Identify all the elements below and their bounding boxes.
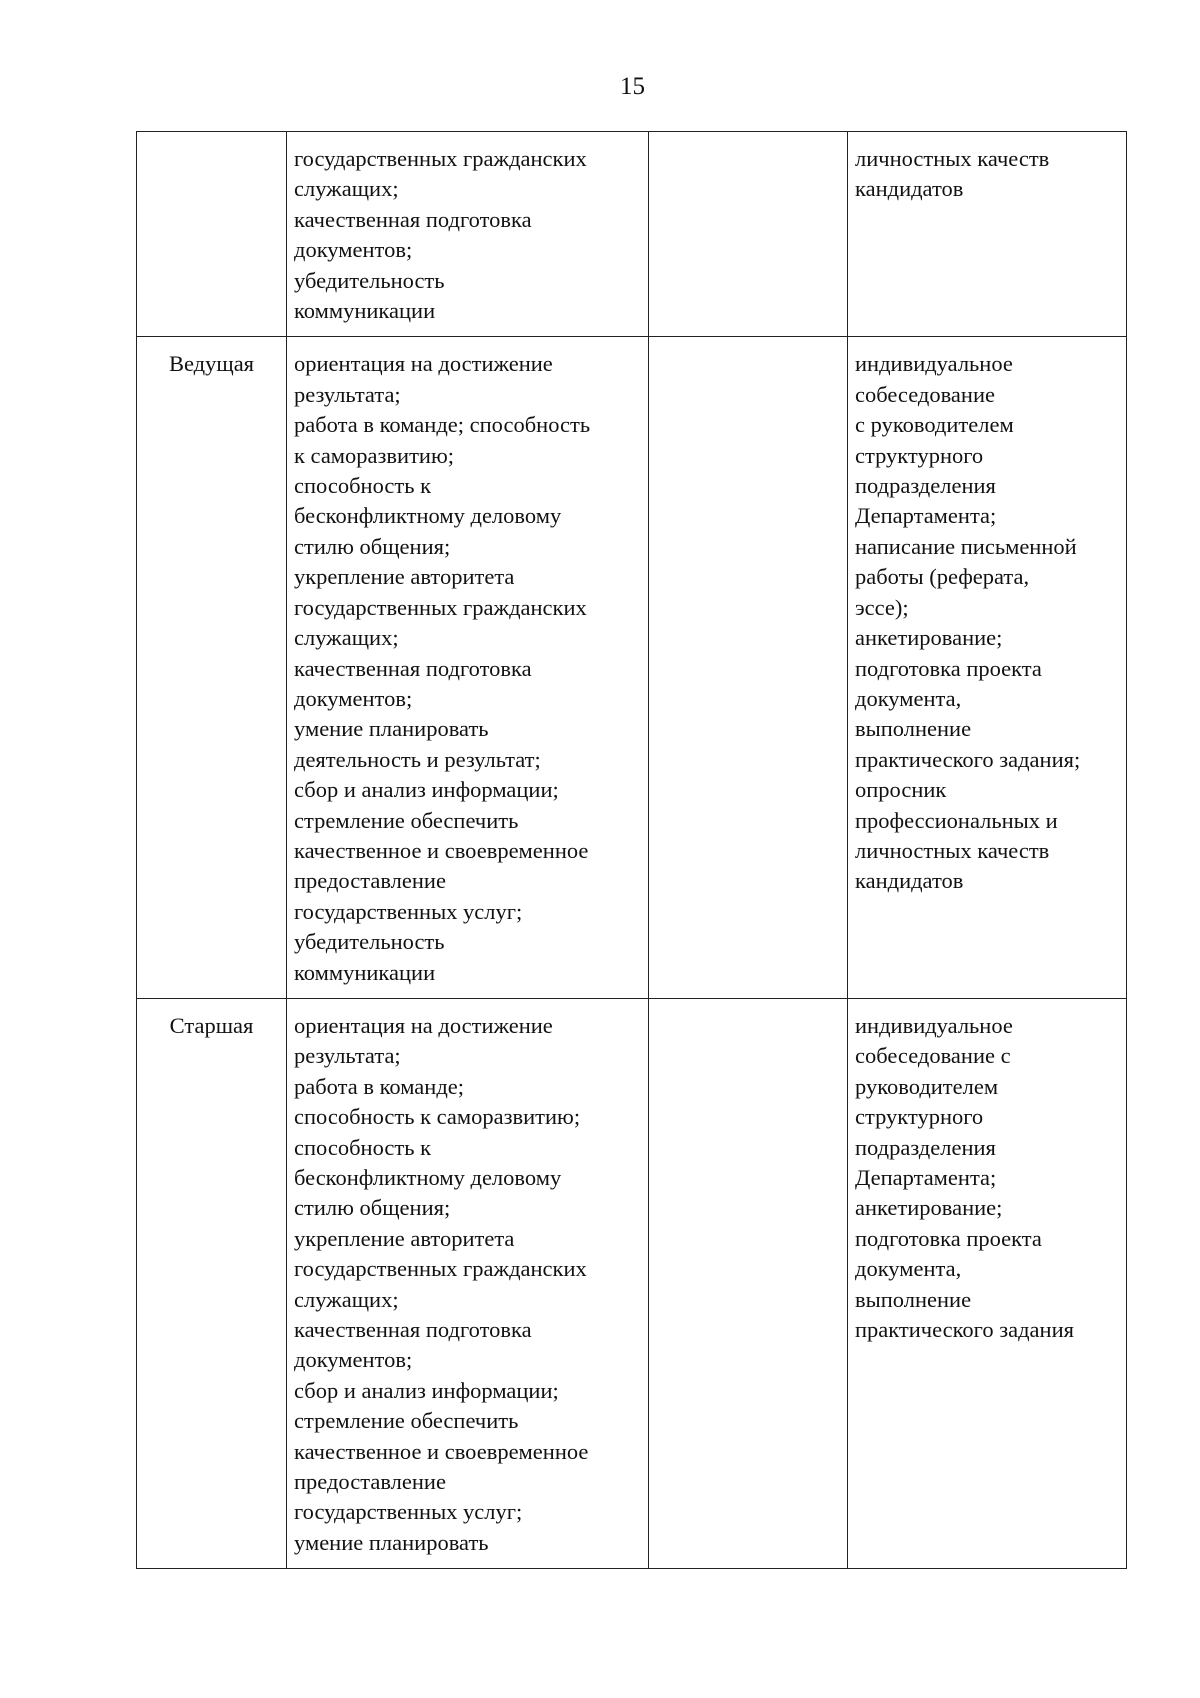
methods-cell: индивидуальное собеседование с руководителем структурного подразделения Департамента; анкетирование; подготовка проекта документа, выполнение практического задания [848,998,1127,1568]
table-row [137,337,1127,999]
page-number: 15 [620,73,645,100]
competencies-cell: ориентация на достижение результата; работа в команде; способность к саморазвитию; способность к бесконфликтному деловому стилю общения; укрепление авторитета государственных гражданских служащих; качественная подготовка документов; сбор и анализ информации; стремление обеспечить качественное и своевременное предоставление государственных услуг; умение планировать [287,998,649,1568]
table-row [137,132,1127,337]
methods-cell: личностных качеств кандидатов [848,132,1127,337]
empty-cell [649,998,848,1568]
table-row [137,998,1127,1568]
level-cell [137,132,287,337]
level-cell: Ведущая [137,337,287,999]
methods-cell: индивидуальное собеседование с руководителем структурного подразделения Департамента; написание письменной работы (реферата, эссе); анкетирование; подготовка проекта документа, выполнение практического задания; опросник профессиональных и личностных качеств кандидатов [848,337,1127,999]
competencies-cell: ориентация на достижение результата; работа в команде; способность к саморазвитию; способность к бесконфликтному деловому стилю общения; укрепление авторитета государственных гражданских служащих; качественная подготовка документов; умение планировать деятельность и результат; сбор и анализ информации; стремление обеспечить качественное и своевременное предоставление государственных услуг; убедительность коммуникации [287,337,649,999]
empty-cell [649,132,848,337]
empty-cell [649,337,848,999]
competencies-cell: государственных гражданских служащих; качественная подготовка документов; убедительность коммуникации [287,132,649,337]
level-cell: Старшая [137,998,287,1568]
competency-table [136,131,1127,1569]
